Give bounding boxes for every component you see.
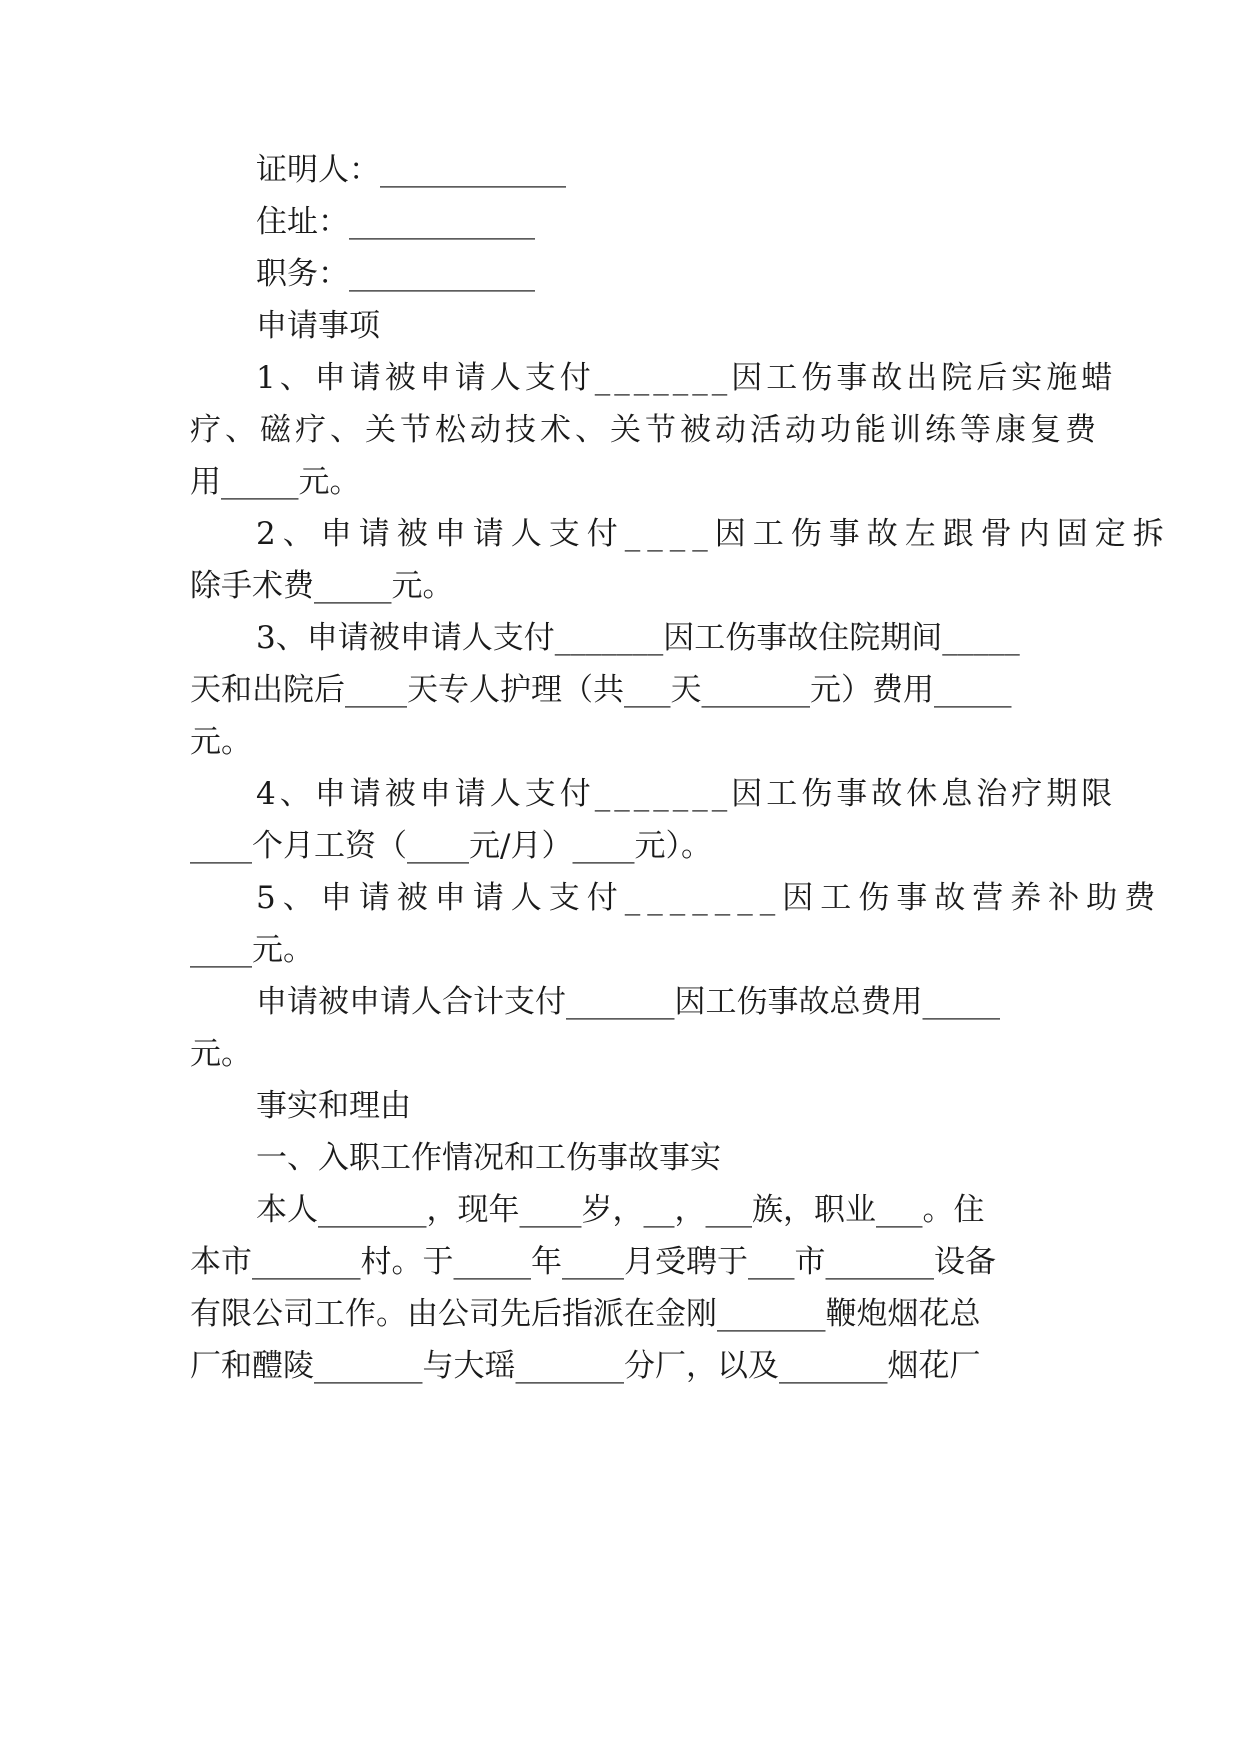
witness-name-line: 证明人：____________ [256, 152, 566, 188]
claim-5-line-1: 5、申请被申请人支付_______因工伤事故营养补助费 [256, 880, 1163, 916]
witness-position-line: 职务：____________ [256, 256, 535, 292]
facts-paragraph-line-1: 本人_______，现年____岁，__，___族，职业___。住 [256, 1192, 985, 1228]
facts-paragraph-line-4: 厂和醴陵_______与大瑶_______分厂，以及_______烟花厂 [190, 1348, 981, 1384]
facts-paragraph-line-3: 有限公司工作。由公司先后指派在金刚_______鞭炮烟花总 [190, 1296, 981, 1332]
claims-heading: 申请事项 [256, 308, 380, 344]
facts-heading: 事实和理由 [256, 1088, 411, 1124]
claim-2-line-2: 除手术费_____元。 [190, 568, 454, 604]
claim-1-line-1: 1、申请被申请人支付_______因工伤事故出院后实施蜡 [256, 360, 1117, 396]
claim-4-line-2: ____个月工资（____元/月）____元）。 [190, 828, 712, 864]
claim-3-line-2: 天和出院后____天专人护理（共___天_______元）费用_____ [190, 672, 1012, 708]
claim-3-line-3: 元。 [190, 724, 252, 760]
claim-2-line-1: 2、申请被申请人支付____因工伤事故左跟骨内固定拆 [256, 516, 1171, 552]
claim-3-line-1: 3、申请被申请人支付_______因工伤事故住院期间_____ [256, 620, 1020, 656]
claim-1-line-3: 用_____元。 [190, 464, 361, 500]
witness-address-line: 住址：____________ [256, 204, 535, 240]
claim-1-line-2: 疗、磁疗、关节松动技术、关节被动活动功能训练等康复费 [190, 412, 1100, 448]
facts-paragraph-line-2: 本市_______村。于_____年____月受聘于___市_______设备 [190, 1244, 996, 1280]
claim-4-line-1: 4、申请被申请人支付_______因工伤事故休息治疗期限 [256, 776, 1117, 812]
claim-5-line-2: ____元。 [190, 932, 314, 968]
facts-subheading: 一、入职工作情况和工伤事故事实 [256, 1140, 721, 1176]
claim-total-line-2: 元。 [190, 1036, 252, 1072]
claim-total-line-1: 申请被申请人合计支付_______因工伤事故总费用_____ [256, 984, 1000, 1020]
